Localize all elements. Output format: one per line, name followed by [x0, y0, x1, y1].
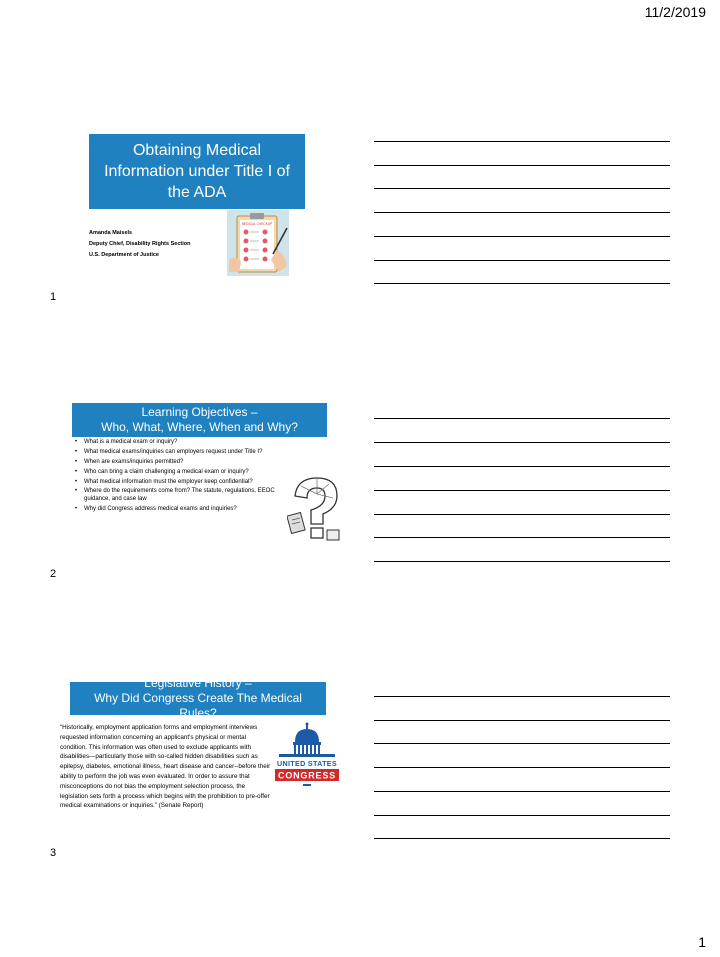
- slide-3-title: [70, 676, 326, 720]
- slide-number: 3: [50, 847, 57, 859]
- author-name: Amanda Maisels: [89, 230, 133, 236]
- print-date: 11/2/2019: [644, 4, 706, 20]
- slide-1-title: Obtaining Medical Information under Title I of the ADA: [89, 134, 305, 209]
- logo-congress: CONGRESS: [278, 770, 336, 781]
- notes-line: [374, 537, 670, 538]
- slide-number: 2: [50, 568, 57, 580]
- notes-line: [374, 141, 670, 142]
- notes-line: [374, 188, 670, 189]
- notes-line: [374, 490, 670, 491]
- slide-3-title-line1: Legislative History –: [144, 676, 252, 690]
- notes-line: [374, 260, 670, 261]
- notes-line: [374, 165, 670, 166]
- question-mark-pie-chart-icon: [287, 474, 343, 546]
- notes-line: [374, 418, 670, 419]
- notes-line: [374, 815, 670, 816]
- notes-line: [374, 767, 670, 768]
- list-item: • Where do the requirements come from? The statute, regulations, EEOC guidance, and case law: [74, 488, 289, 503]
- notes-line: [374, 236, 670, 237]
- notes-line: [374, 791, 670, 792]
- united-states-congress-capitol-icon: [273, 720, 341, 790]
- notes-line: [374, 720, 670, 721]
- notes-line: [374, 514, 670, 515]
- slide-number: 1: [50, 291, 57, 303]
- notes-line: [374, 466, 670, 467]
- author-org: U.S. Department of Justice: [89, 252, 159, 258]
- notes-line: [374, 212, 670, 213]
- slide-2-title: [72, 403, 327, 437]
- clipboard-heading: MEDICAL CHECKUP: [241, 222, 273, 226]
- learning-objectives-list: [74, 439, 289, 516]
- slide-3-title-line2: Why Did Congress Create The Medical Rules?: [94, 691, 302, 720]
- list-item: • What medical information must the employer keep confidential?: [74, 479, 289, 487]
- page-number: 1: [698, 934, 706, 950]
- author-role: Deputy Chief, Disability Rights Section: [89, 241, 191, 247]
- list-item: • What medical exams/inquiries can employers request under Title I?: [74, 449, 289, 457]
- notes-line: [374, 283, 670, 284]
- logo-united-states: UNITED STATES: [277, 759, 337, 768]
- list-item: • What is a medical exam or inquiry?: [74, 439, 289, 447]
- notes-line: [374, 743, 670, 744]
- notes-line: [374, 442, 670, 443]
- list-item: • When are exams/inquiries permitted?: [74, 459, 289, 467]
- notes-line: [374, 561, 670, 562]
- slide-2-title-line1: Learning Objectives –: [141, 405, 258, 419]
- slide-1-author-block: [89, 228, 190, 261]
- list-item: • Why did Congress address medical exams and inquiries?: [74, 506, 289, 514]
- notes-line: [374, 696, 670, 697]
- medical-checkup-clipboard-icon: [227, 210, 289, 276]
- senate-report-quote: “Historically, employment application forms and employment interviews requested information concerning an applicant's physical or mental condition. This information was often used to exclude applicants with disabilities—particularly those with so-called hidden disabilities such as epilepsy, diabetes, emotional illness, heart disease and cancer--before their ability to perform the job was even evaluated. In order to assure that misconceptions do not bias the employment selection process, the legislation sets forth a process which begins with the prohibition to pre-offer medical examinations or inquiries.” (Senate Report): [60, 724, 271, 810]
- notes-line: [374, 838, 670, 839]
- slide-2-title-line2: Who, What, Where, When and Why?: [101, 420, 298, 434]
- list-item: • Who can bring a claim challenging a medical exam or inquiry?: [74, 469, 289, 477]
